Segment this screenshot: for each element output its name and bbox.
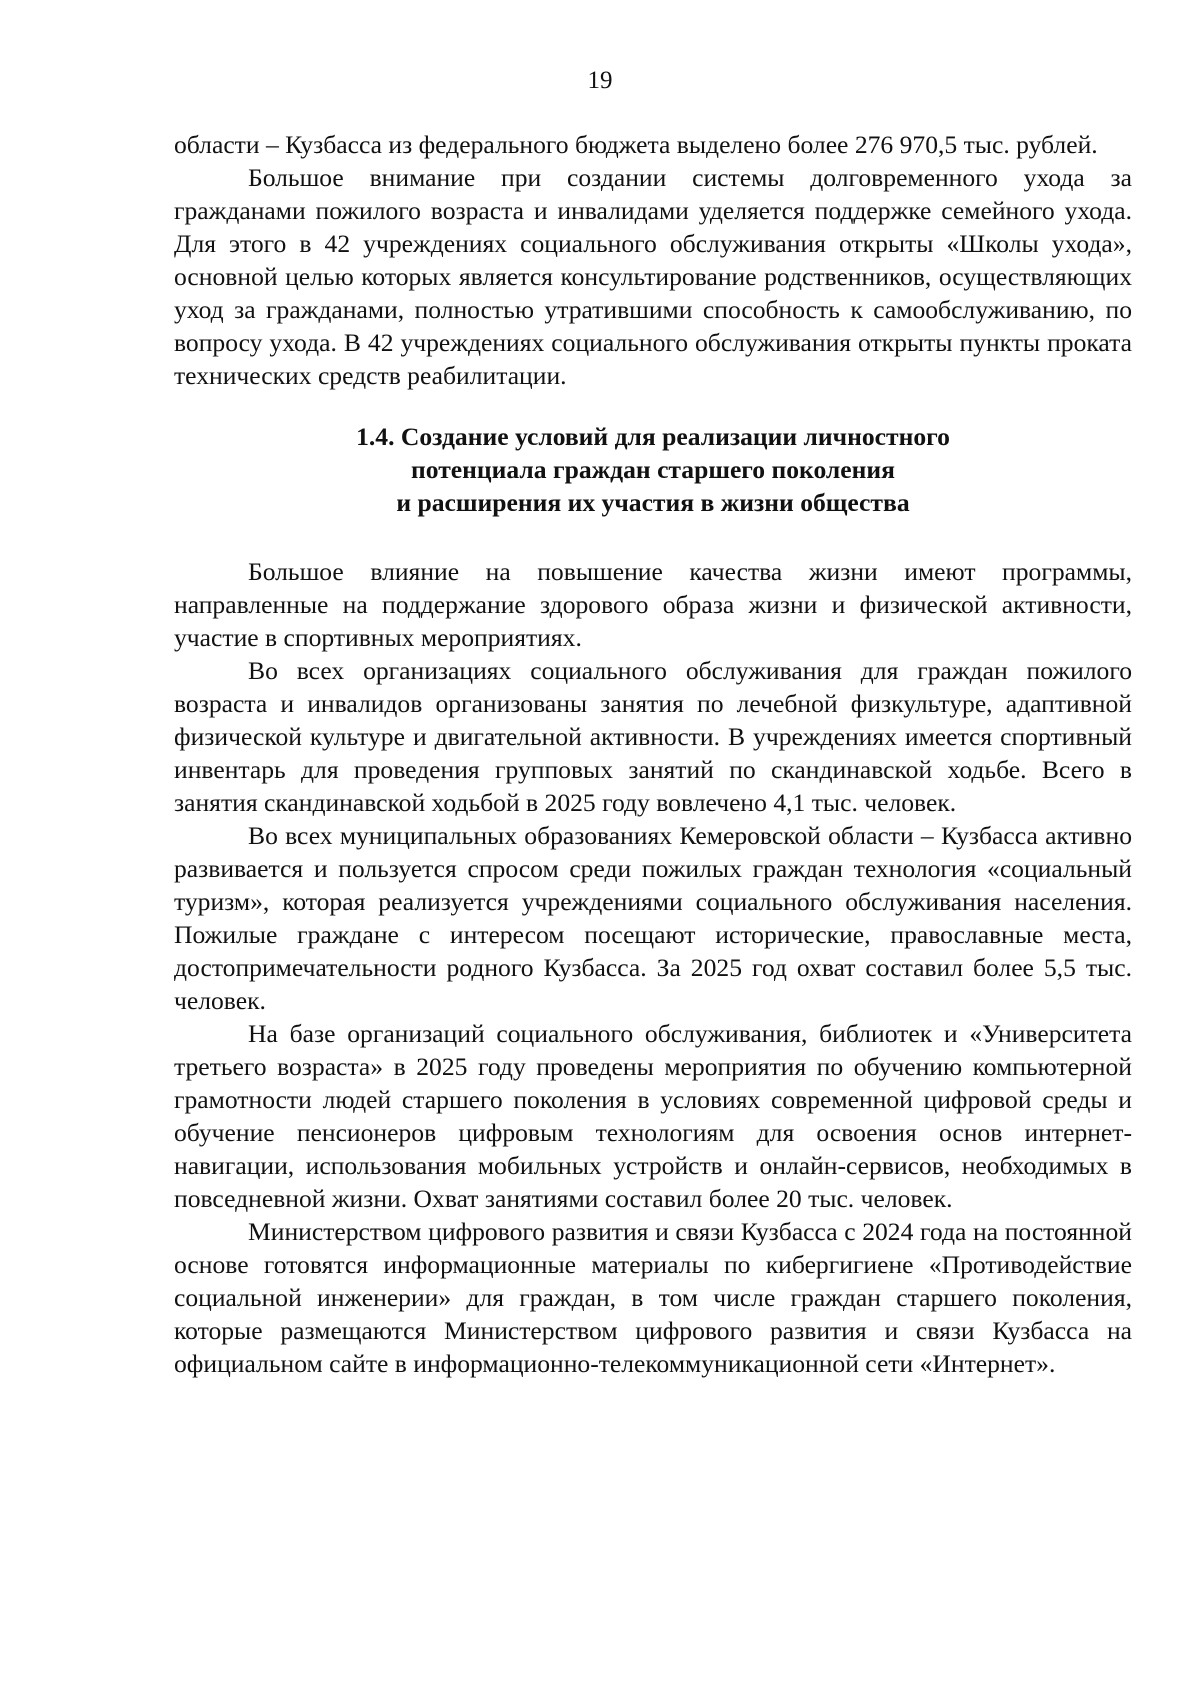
document-body	[174, 128, 1132, 1380]
paragraph-family-care: Большое внимание при создании системы долговременного ухода за гражданами пожилого возраста и инвалидами уделяется поддержке семейного ухода. Для этого в 42 учреждениях социального обслуживания открыты «Школы ухода», основной целью которых является консультирование родственников, осуществляющих уход за гражданами, полностью утратившими способность к самообслуживанию, по вопросу ухода. В 42 учреждениях социального обслуживания открыты пункты проката технических средств реабилитации.	[174, 163, 1132, 390]
section-heading-line-2: потенциала граждан старшего поколения	[411, 455, 895, 484]
section-heading-line-3: и расширения их участия в жизни общества	[396, 488, 910, 517]
paragraph-social-tourism: Во всех муниципальных образованиях Кемеровской области – Кузбасса активно развивается и пользуется спросом среди пожилых граждан технология «социальный туризм», которая реализуется учреждениями социального обслуживания населения. Пожилые граждане с интересом посещают исторические, православные места, достопримечательности родного Кузбасса. За 2025 год охват составил более 5,5 тыс. человек.	[174, 821, 1132, 1015]
section-heading-line-1: 1.4. Создание условий для реализации личностного	[356, 422, 950, 451]
paragraph-physical-activity: Во всех организациях социального обслуживания для граждан пожилого возраста и инвалидов организованы занятия по лечебной физкультуре, адаптивной физической культуре и двигательной активности. В учреждениях имеется спортивный инвентарь для проведения групповых занятий по скандинавской ходьбе. Всего в занятия скандинавской ходьбой в 2025 году вовлечено 4,1 тыс. человек.	[174, 656, 1132, 817]
section-heading	[174, 420, 1132, 519]
page-number: 19	[587, 67, 613, 94]
paragraph-continuation: области – Кузбасса из федерального бюджета выделено более 276 970,5 тыс. рублей.	[174, 130, 1098, 159]
paragraph-computer-literacy: На базе организаций социального обслуживания, библиотек и «Университета третьего возраста» в 2025 году проведены мероприятия по обучению компьютерной грамотности людей старшего поколения в условиях современной цифровой среды и обучение пенсионеров цифровым технологиям для освоения основ интернет-навигации, использования мобильных устройств и онлайн-сервисов, необходимых в повседневной жизни. Охват занятиями составил более 20 тыс. человек.	[174, 1019, 1132, 1213]
paragraph-healthy-lifestyle: Большое влияние на повышение качества жизни имеют программы, направленные на поддержание здорового образа жизни и физической активности, участие в спортивных мероприятиях.	[174, 557, 1132, 652]
paragraph-cyber-hygiene: Министерством цифрового развития и связи Кузбасса с 2024 года на постоянной основе готовятся информационные материалы по кибергигиене «Противодействие социальной инженерии» для граждан, в том числе граждан старшего поколения, которые размещаются Министерством цифрового развития и связи Кузбасса на официальном сайте в информационно-телекоммуникационной сети «Интернет».	[174, 1217, 1132, 1378]
